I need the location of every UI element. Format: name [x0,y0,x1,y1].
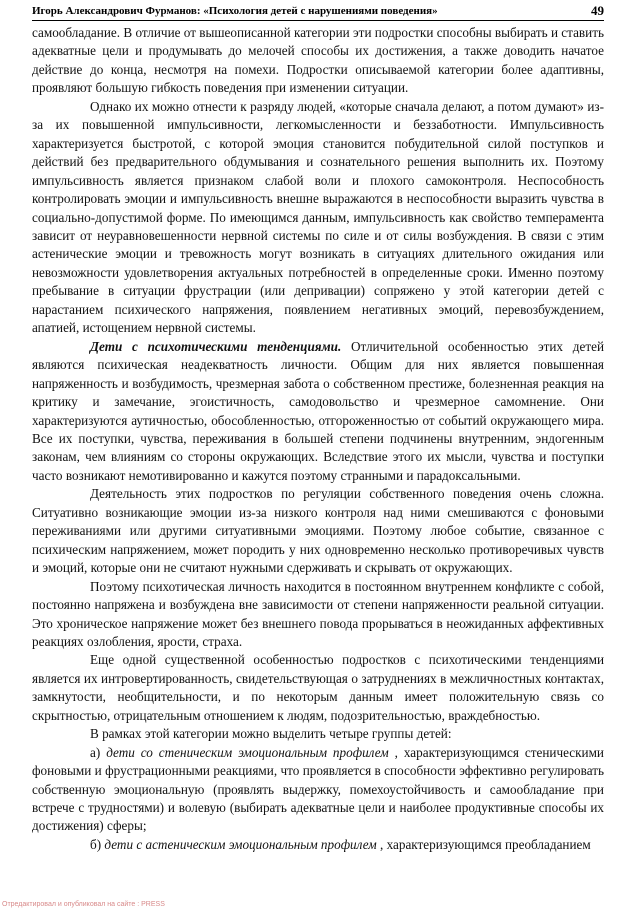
body-text [32,24,604,854]
paragraph-text: Поэтому психотическая личность находится в постоянном внутреннем конфликте с собой, постоянно напряжена и возбуждена вне зависимости от степени напряженности реальной ситуации. Это хроническое напряжение может без внешнего повода прорываться в неожиданных аффективных реакциях озлобления, ярости, страха. [32,578,604,649]
list-marker: а) [90,744,101,760]
header-rule [32,20,604,21]
list-item-term: дети с астеническим эмоциональным профилем [104,836,377,852]
paragraph-text: , характеризующимся стеническими фоновыми и фрустрационными реакциями, что проявляется в способности эффективно регулировать собственную эмоциональную (проявлять выдержку, помехоустойчивость и самообладание при встрече с трудностями) и волевую (выбирать адекватные цели и наиболее продуктивные способы их достижения) сферы; [32,744,604,834]
running-header [32,3,604,21]
paragraph [32,485,604,577]
paragraph-text: В рамках этой категории можно выделить четыре группы детей: [90,726,452,742]
paragraph-text: Еще одной существенной особенностью подростков с психотическими тенденциями является их интровертированность, свидетельствующая о затруднениях в межличностных контактах, замкнутости, необщительности, и по некоторым данным имеет положительную связь со скрытностью, отрицательным отношением к людям, подозрительностью, враждебностью. [32,652,604,723]
page-number: 49 [591,3,604,18]
paragraph [32,24,604,98]
paragraph-text: Однако их можно отнести к разряду людей, «которые сначала делают, а потом думают» из-за их повышенной импульсивности, легкомысленности и беззаботности. Импульсивность характеризуется быстротой, с которой эмоция становится побудительной силой поступков и действий без предварительного обдумывания и сознательного решения выполнить их. Поэтому импульсивность является признаком слабой воли и плохого самоконтроля. Неспособность контролировать эмоции и импульсивность внешне выражаются в неспособности выразить чувства в социально-допустимой форме. По имеющимся данным, импульсивность как свойство темперамента зависит от неуравновешенности нервной системы по силе и от силы возбуждения. В связи с этим астенические эмоции и тревожность могут возникать в ситуациях длительного ожидания или невозможности удовлетворения актуальных потребностей в определенные сроки. Именно поэтому пребывание в ситуации фрустрации (или депривации) сопряжено у этой категории детей с нарастанием психического напряжения, появлением негативных эмоций, перевозбуждением, апатией, истощением нервной системы. [32,98,604,336]
running-title: Игорь Александрович Фурманов: «Психология детей с нарушениями поведения» [32,5,438,17]
paragraph-text: Отличительной особенностью этих детей являются психическая неадекватность личности. Общим для них является повышенная напряженность и возбудимость, чрезмерная забота о собственном престиже, болезненная реакция на критику и замечание, эгоистичность, самодовольство и чрезмерное самомнение. Они характеризуются аутичностью, обособленностью, отгороженностью от событий окружающего мира. Все их поступки, чувства, переживания в большей степени подчинены внутренним, эндогенным законам, чем влияниям со стороны окружающих. Вследствие этого их мысли, чувства и поступки часто возникают немотивированно и кажутся поэтому странными и парадоксальными. [32,338,604,483]
list-item-term: дети со стеническим эмоциональным профилем [106,744,389,760]
list-item [32,836,604,854]
list-item [32,744,604,836]
paragraph-text: , характеризующимся преобладанием [376,836,591,852]
paragraph [32,725,604,743]
footer-note: Отредактировал и опубликовал на сайте : PRESS [2,901,165,908]
paragraph [32,651,604,725]
paragraph-text: самообладание. В отличие от вышеописанной категории эти подростки способны выбирать и ставить адекватные цели и продумывать до мелочей способы их достижения, а также доводить начатое действие до конца, несмотря на помехи. Подростки описываемой категории более адаптивны, проявляют большую гибкость поведения при изменении ситуации. [32,25,604,96]
paragraph [32,98,604,338]
paragraph [32,338,604,486]
section-lead: Дети с психотическими тенденциями. [90,338,342,354]
list-marker: б) [90,836,102,852]
paragraph-text: Деятельность этих подростков по регуляции собственного поведения очень сложна. Ситуативно возникающие эмоции из-за низкого контроля над ними смешиваются с фоновыми переживаниями или другими ситуативными эмоциями. Поэтому любое событие, связанное с психическим напряжением, может породить у них одновременно несколько противоречивых чувств и эмоций, которые они не считают нужными сдерживать и скрывать от окружающих. [32,486,604,576]
paragraph [32,578,604,652]
